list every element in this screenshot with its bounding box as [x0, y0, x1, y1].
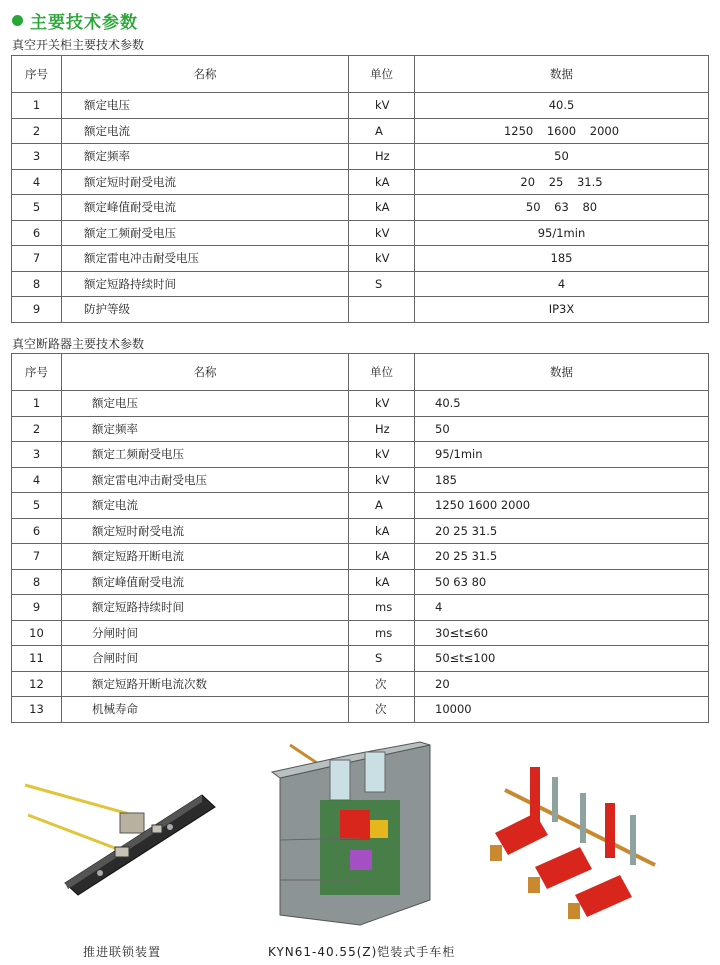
cell-value: 185: [415, 467, 709, 493]
cell-index: 10: [12, 620, 62, 646]
cell-index: 3: [12, 442, 62, 468]
table-row: [12, 246, 709, 272]
header-data: 数据: [415, 56, 709, 93]
cell-unit: [349, 297, 415, 323]
cell-index: 9: [12, 595, 62, 621]
header-data: 数据: [415, 354, 709, 391]
cell-index: 5: [12, 493, 62, 519]
section-heading: [12, 8, 138, 32]
table-row: [12, 416, 709, 442]
cell-value: 50: [415, 144, 709, 170]
cell-index: 6: [12, 518, 62, 544]
table-row: [12, 169, 709, 195]
header-name: 名称: [62, 56, 349, 93]
cell-value: 10000: [415, 697, 709, 723]
cell-unit: 次: [349, 671, 415, 697]
cell-unit: Hz: [349, 416, 415, 442]
table-header-row: [12, 56, 709, 93]
cell-unit: Hz: [349, 144, 415, 170]
table-row: [12, 671, 709, 697]
cell-name: 额定短时耐受电流: [62, 169, 349, 195]
cell-value: 1250 1600 2000: [415, 118, 709, 144]
cell-index: 8: [12, 569, 62, 595]
busbar-insulator-illustration: [480, 755, 660, 925]
cell-index: 1: [12, 391, 62, 417]
cell-name: 合闸时间: [62, 646, 349, 672]
table-row: [12, 391, 709, 417]
cell-name: 额定工频耐受电压: [62, 220, 349, 246]
cell-value: 30≤t≤60: [415, 620, 709, 646]
switchgear-spec-table: [11, 55, 709, 323]
table-row: [12, 467, 709, 493]
cell-index: 2: [12, 118, 62, 144]
header-index: 序号: [12, 56, 62, 93]
cell-index: 8: [12, 271, 62, 297]
cell-index: 3: [12, 144, 62, 170]
bullet-dot-icon: [12, 15, 23, 26]
cell-name: 额定峰值耐受电流: [62, 569, 349, 595]
cell-index: 11: [12, 646, 62, 672]
table-row: [12, 493, 709, 519]
table-row: [12, 518, 709, 544]
table-row: [12, 442, 709, 468]
cell-name: 额定短路持续时间: [62, 271, 349, 297]
cell-unit: ms: [349, 595, 415, 621]
cell-index: 4: [12, 467, 62, 493]
cell-unit: kV: [349, 93, 415, 119]
table-row: [12, 697, 709, 723]
table-row: [12, 620, 709, 646]
cell-unit: kV: [349, 220, 415, 246]
cell-unit: kA: [349, 169, 415, 195]
cell-unit: A: [349, 493, 415, 519]
cell-value: 50≤t≤100: [415, 646, 709, 672]
interlock-device-caption: 推进联锁装置: [83, 945, 162, 959]
cell-value: 40.5: [415, 391, 709, 417]
header-name: 名称: [62, 354, 349, 391]
cell-value: 20 25 31.5: [415, 544, 709, 570]
table-header-row: [12, 354, 709, 391]
cell-value: 20 25 31.5: [415, 518, 709, 544]
table-row: [12, 544, 709, 570]
table-row: [12, 646, 709, 672]
cell-value: 95/1min: [415, 442, 709, 468]
table2-caption: 真空断路器主要技术参数: [12, 337, 145, 351]
switchgear-cabinet-caption: KYN61-40.55(Z)铠装式手车柜: [268, 945, 456, 959]
cell-name: 额定短路开断电流次数: [62, 671, 349, 697]
cell-name: 额定短时耐受电流: [62, 518, 349, 544]
table-row: [12, 144, 709, 170]
cell-index: 7: [12, 246, 62, 272]
cell-unit: kA: [349, 544, 415, 570]
cell-name: 机械寿命: [62, 697, 349, 723]
cell-name: 额定频率: [62, 144, 349, 170]
interlock-device-illustration: [20, 755, 220, 900]
cell-name: 额定电压: [62, 391, 349, 417]
cell-name: 额定短路开断电流: [62, 544, 349, 570]
cell-value: 1250 1600 2000: [415, 493, 709, 519]
cell-unit: kV: [349, 246, 415, 272]
cell-value: 50: [415, 416, 709, 442]
cell-index: 2: [12, 416, 62, 442]
cell-value: 50 63 80: [415, 195, 709, 221]
cell-unit: ms: [349, 620, 415, 646]
cell-value: IP3X: [415, 297, 709, 323]
switchgear-cabinet-illustration: [270, 740, 450, 930]
cell-unit: kV: [349, 467, 415, 493]
cell-name: 额定电流: [62, 493, 349, 519]
cell-name: 额定峰值耐受电流: [62, 195, 349, 221]
cell-value: 95/1min: [415, 220, 709, 246]
cell-name: 额定短路持续时间: [62, 595, 349, 621]
cell-index: 4: [12, 169, 62, 195]
header-unit: 单位: [349, 56, 415, 93]
cell-index: 5: [12, 195, 62, 221]
cell-unit: kA: [349, 518, 415, 544]
header-index: 序号: [12, 354, 62, 391]
cell-unit: S: [349, 271, 415, 297]
section-title: 主要技术参数: [30, 12, 138, 33]
cell-index: 13: [12, 697, 62, 723]
cell-unit: kA: [349, 195, 415, 221]
cell-value: 4: [415, 271, 709, 297]
cell-index: 9: [12, 297, 62, 323]
cell-name: 额定工频耐受电压: [62, 442, 349, 468]
cell-value: 185: [415, 246, 709, 272]
cell-index: 7: [12, 544, 62, 570]
table-row: [12, 118, 709, 144]
header-unit: 单位: [349, 354, 415, 391]
cell-name: 分闸时间: [62, 620, 349, 646]
cell-index: 1: [12, 93, 62, 119]
cell-name: 额定电压: [62, 93, 349, 119]
cell-name: 额定电流: [62, 118, 349, 144]
table-row: [12, 595, 709, 621]
cell-unit: S: [349, 646, 415, 672]
cell-unit: kV: [349, 391, 415, 417]
breaker-spec-table: [11, 353, 709, 723]
cell-value: 20: [415, 671, 709, 697]
cell-unit: kA: [349, 569, 415, 595]
cell-name: 额定雷电冲击耐受电压: [62, 467, 349, 493]
cell-index: 6: [12, 220, 62, 246]
cell-name: 额定雷电冲击耐受电压: [62, 246, 349, 272]
cell-value: 50 63 80: [415, 569, 709, 595]
table-row: [12, 93, 709, 119]
cell-name: 防护等级: [62, 297, 349, 323]
cell-value: 4: [415, 595, 709, 621]
table-row: [12, 271, 709, 297]
table-row: [12, 220, 709, 246]
cell-unit: A: [349, 118, 415, 144]
table-row: [12, 297, 709, 323]
cell-value: 20 25 31.5: [415, 169, 709, 195]
cell-unit: 次: [349, 697, 415, 723]
table1-caption: 真空开关柜主要技术参数: [12, 38, 145, 52]
table-row: [12, 195, 709, 221]
cell-index: 12: [12, 671, 62, 697]
cell-value: 40.5: [415, 93, 709, 119]
cell-unit: kV: [349, 442, 415, 468]
table-row: [12, 569, 709, 595]
cell-name: 额定频率: [62, 416, 349, 442]
